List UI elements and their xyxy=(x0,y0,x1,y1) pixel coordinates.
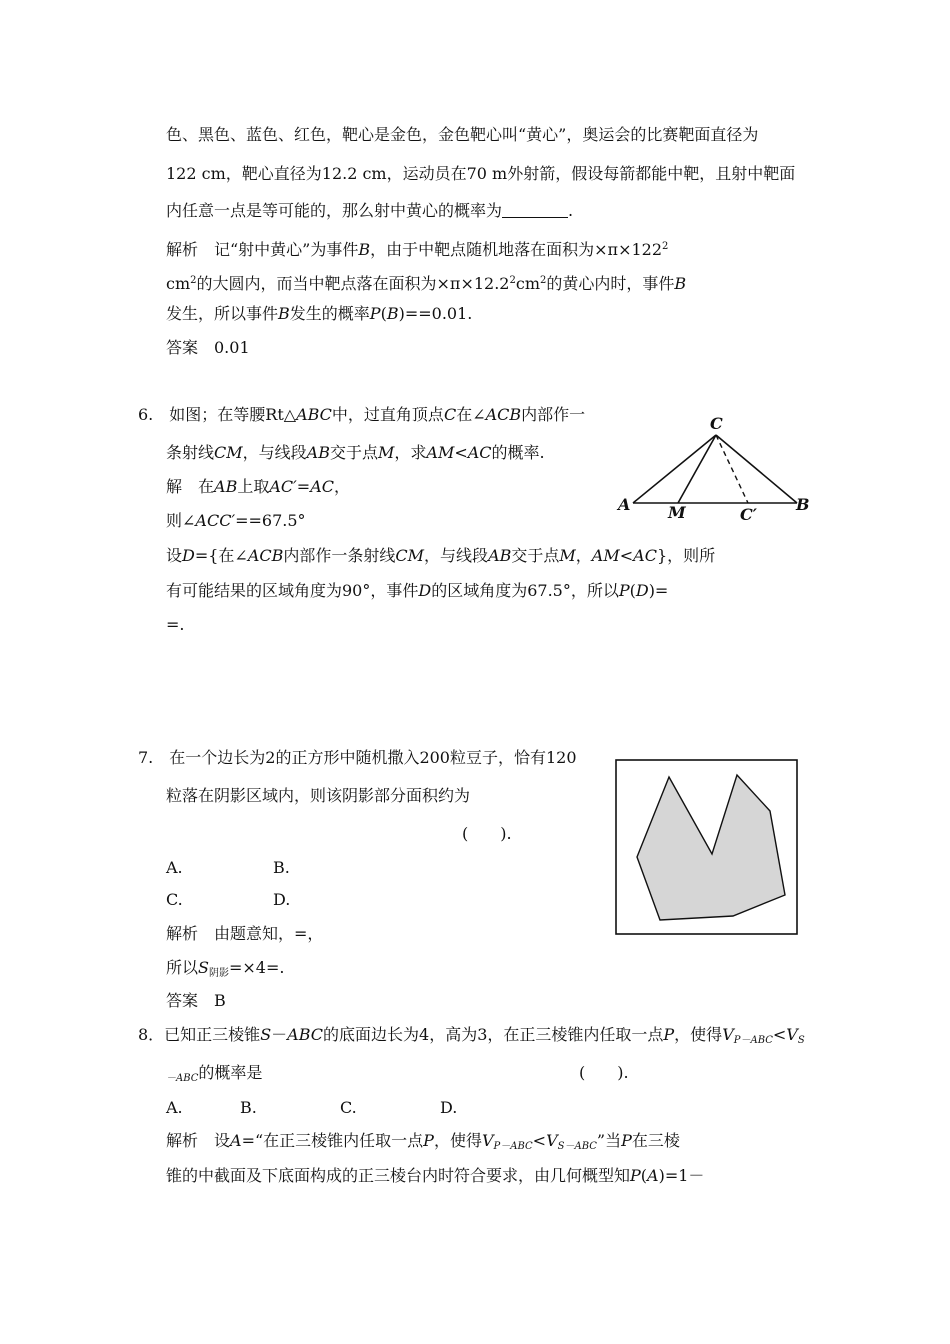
math-var: ABC xyxy=(296,405,332,424)
math-var: AC xyxy=(310,477,334,496)
text-run: =“在正三棱锥内任取一点 xyxy=(241,1131,424,1150)
text-run: cm xyxy=(515,274,540,293)
text-line xyxy=(166,1165,704,1187)
math-var: B xyxy=(674,274,687,293)
subscript: 阴影 xyxy=(208,968,229,979)
superscript: 2 xyxy=(509,275,516,286)
option-c: C. xyxy=(166,890,183,909)
option-d: D. xyxy=(440,1098,458,1117)
text-run: 8．已知正三棱锥 xyxy=(138,1025,261,1044)
text-run: － xyxy=(271,1025,288,1044)
vertex-label-c: C xyxy=(710,414,723,433)
text-line: 粒落在阴影区域内，则该阴影部分面积约为 xyxy=(166,786,471,805)
segment-ac xyxy=(633,435,716,503)
problem-7-line: 7. 在一个边长为2的正方形中随机撒入200粒豆子，恰有120 xyxy=(138,748,577,767)
text-run: 在∠ xyxy=(456,405,486,424)
text-run: 内部作一 xyxy=(521,405,586,424)
answer-line: 答案 0.01 xyxy=(166,338,250,357)
math-var: A xyxy=(230,1131,242,1150)
math-var: ABC xyxy=(287,1025,324,1044)
option-d: D. xyxy=(273,890,291,909)
point-label-m: M xyxy=(668,503,686,522)
text-run: 的大圆内，而当中靶点落在面积为×π×12.2 xyxy=(196,274,510,293)
text-run: 在三棱 xyxy=(631,1131,680,1150)
text-run: 交于点 xyxy=(511,546,560,565)
text-run: 的区域角度为67.5°，所以 xyxy=(431,581,619,600)
superscript: 2 xyxy=(540,275,547,286)
text-run: ( xyxy=(629,581,636,600)
text-run: 锥的中截面及下底面构成的正三棱台内时符合要求，由几何概型知 xyxy=(166,1166,631,1185)
problem-8-line xyxy=(138,1024,805,1052)
text-run: . xyxy=(568,201,574,220)
math-var: AB xyxy=(214,477,238,496)
text-run: 解 在 xyxy=(166,477,215,496)
text-run: 内部作一条射线 xyxy=(283,546,396,565)
text-run: 有可能结果的区域角度为90°，事件 xyxy=(166,581,419,600)
segment-cm xyxy=(678,435,716,503)
text-run: )=1－ xyxy=(658,1166,705,1185)
text-run: 设 xyxy=(166,546,183,565)
problem-6-line xyxy=(138,404,585,426)
text-run: < xyxy=(532,1131,547,1150)
math-var: B xyxy=(278,304,290,323)
text-run: cm xyxy=(166,274,191,293)
text-run: ，由于中靶点随机地落在面积为×π×122 xyxy=(370,240,663,259)
text-run: 的底面边长为4，高为3，在正三棱锥内任取一点 xyxy=(323,1025,664,1044)
math-var: ACB xyxy=(247,546,284,565)
math-var: AB xyxy=(488,546,512,565)
text-run: ==67.5° xyxy=(235,511,306,530)
text-run: ( xyxy=(640,1166,648,1185)
text-run: 解析 设 xyxy=(166,1131,231,1150)
subscript: S－ABC xyxy=(557,1141,597,1152)
vertex-label-b: B xyxy=(796,495,810,514)
text-run: =×4=. xyxy=(228,958,285,977)
subscript: －ABC xyxy=(166,1073,199,1084)
text-run: ，与线段 xyxy=(242,443,307,462)
math-var: D xyxy=(182,546,195,565)
text-run: 条射线 xyxy=(166,443,215,462)
math-var: V xyxy=(786,1025,798,1044)
math-var: CM xyxy=(395,546,425,565)
math-var: V xyxy=(481,1131,494,1150)
option-c: C. xyxy=(340,1098,357,1117)
math-var: B xyxy=(358,240,371,259)
text-run: ，使得 xyxy=(674,1025,723,1044)
text-run: ， xyxy=(333,477,350,496)
text-run: ={在∠ xyxy=(194,546,248,565)
answer-blank xyxy=(502,203,568,218)
text-line: 解析 由题意知，=， xyxy=(166,924,324,943)
math-var: S xyxy=(260,1025,272,1044)
shaded-region-figure xyxy=(615,759,800,937)
math-var: AB xyxy=(306,443,330,462)
text-run: 所以 xyxy=(166,958,199,977)
text-run: = xyxy=(296,477,311,496)
text-line xyxy=(166,236,668,261)
option-b: B. xyxy=(273,858,290,877)
text-line xyxy=(166,580,668,602)
math-var: A xyxy=(647,1166,659,1185)
text-run: ， xyxy=(575,546,592,565)
superscript: 2 xyxy=(190,275,197,286)
math-var: V xyxy=(546,1131,558,1150)
text-run: 上取 xyxy=(237,477,270,496)
math-var: D xyxy=(418,581,432,600)
math-var: P xyxy=(423,1131,434,1150)
text-line xyxy=(166,957,284,985)
math-var: AC′ xyxy=(269,477,297,496)
text-line xyxy=(166,303,472,325)
subscript: P－ABC xyxy=(493,1141,533,1152)
option-a: A. xyxy=(166,858,183,877)
math-var: P xyxy=(621,1131,632,1150)
text-run: 发生的概率 xyxy=(289,304,370,323)
text-run: ，求 xyxy=(394,443,427,462)
text-line xyxy=(166,545,715,567)
text-run: 的黄心内时，事件 xyxy=(546,274,675,293)
text-run: 的概率. xyxy=(491,443,545,462)
text-line xyxy=(166,200,573,222)
text-run: 交于点 xyxy=(329,443,378,462)
math-var: CM xyxy=(214,443,243,462)
text-line: =. xyxy=(166,615,185,634)
answer-line: 答案 B xyxy=(166,991,226,1010)
text-run: 发生，所以事件 xyxy=(166,304,279,323)
text-run: < xyxy=(772,1025,787,1044)
text-line xyxy=(166,510,306,532)
text-line: 色、黑色、蓝色、红色，靶心是金色，金色靶心叫“黄心”，奥运会的比赛靶面直径为 xyxy=(166,125,759,144)
subscript: P－ABC xyxy=(733,1035,773,1046)
math-var: P xyxy=(663,1025,675,1044)
point-label-c-prime: C′ xyxy=(740,505,757,524)
math-var: ACC′ xyxy=(195,511,236,530)
text-run: ，使得 xyxy=(433,1131,482,1150)
math-var: B xyxy=(386,304,399,323)
math-var: P xyxy=(618,581,630,600)
text-line xyxy=(166,270,686,295)
math-var: V xyxy=(722,1025,734,1044)
text-line xyxy=(166,476,350,498)
option-a: A. xyxy=(166,1098,183,1117)
vertex-label-a: A xyxy=(618,495,631,514)
text-run: )= xyxy=(648,581,669,600)
text-run: 则∠ xyxy=(166,511,196,530)
math-var: S xyxy=(198,958,209,977)
text-run: ，与线段 xyxy=(424,546,489,565)
text-run: 内任意一点是等可能的，那么射中黄心的概率为 xyxy=(166,201,503,220)
answer-parens: ( ). xyxy=(579,1063,629,1082)
subscript: S xyxy=(797,1035,805,1046)
text-run: )==0.01. xyxy=(398,304,473,323)
math-var: M xyxy=(559,546,576,565)
math-var: M xyxy=(377,443,395,462)
text-run: 解析 记“射中黄心”为事件 xyxy=(166,240,359,259)
text-line xyxy=(166,442,545,464)
math-var: C xyxy=(443,405,457,424)
text-line: 122 cm，靶心直径为12.2 cm，运动员在70 m外射箭，假设每箭都能中靶，且射中靶面 xyxy=(166,164,796,183)
answer-parens: ( ). xyxy=(462,824,512,843)
math-var: P xyxy=(630,1166,641,1185)
math-var: AM<AC xyxy=(426,443,492,462)
math-var: P xyxy=(369,304,381,323)
math-var: D xyxy=(635,581,649,600)
text-run: ( xyxy=(380,304,387,323)
math-var: ACB xyxy=(485,405,522,424)
option-b: B. xyxy=(240,1098,257,1117)
text-run: 中，过直角顶点 xyxy=(331,405,444,424)
segment-cc-prime xyxy=(716,435,748,503)
segment-cb xyxy=(716,435,797,503)
text-line xyxy=(166,1062,262,1090)
text-run: 的概率是 xyxy=(198,1063,263,1082)
text-run: }，则所 xyxy=(656,546,716,565)
text-run: 6. 如图；在等腰Rt△ xyxy=(138,405,297,424)
superscript: 2 xyxy=(662,241,669,252)
text-run: ”当 xyxy=(596,1131,622,1150)
text-line xyxy=(166,1130,680,1158)
math-var: AM<AC xyxy=(591,546,657,565)
